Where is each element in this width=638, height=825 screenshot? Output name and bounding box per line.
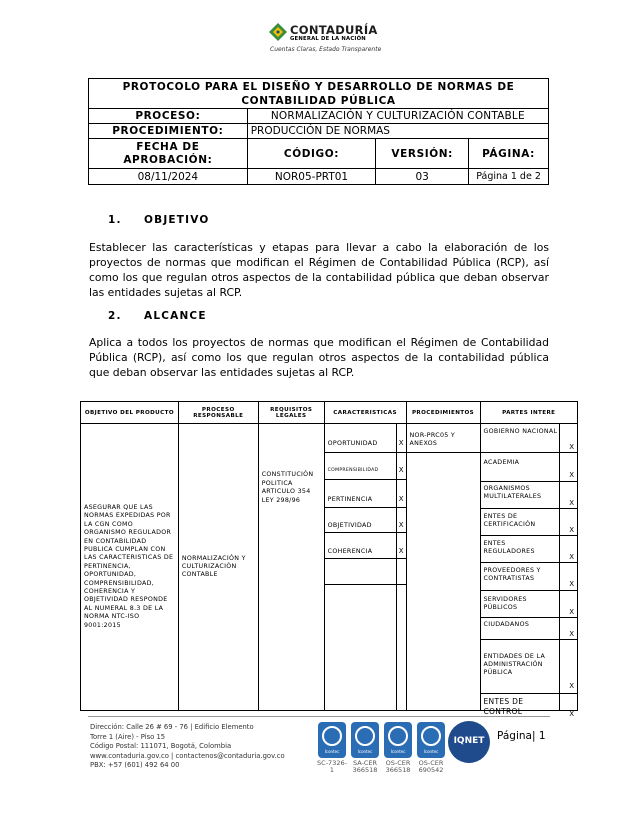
address-line: www.contaduria.gov.co | contactenos@contaduria.gov.co	[90, 751, 285, 760]
codigo-value: NOR05-PRT01	[247, 169, 376, 185]
parte-item: ORGANISMOS MULTILATERALES	[483, 485, 542, 500]
procedimiento-value: PRODUCCIÓN DE NORMAS	[247, 124, 548, 139]
address-line: Código Postal: 111071, Bogotá, Colombia	[90, 742, 232, 751]
check-mark: X	[569, 608, 574, 616]
page-number: Página| 1	[497, 730, 546, 742]
col-header-requisitos: REQUISITOS LEGALES	[258, 402, 324, 424]
codigo-label: CÓDIGO:	[247, 139, 376, 169]
pagina-label: PÁGINA:	[469, 139, 549, 169]
check-mark: X	[569, 682, 574, 690]
section-alcance-text: Aplica a todos los proyectos de normas que modifican el Régimen de Contabilidad Pública (RCP), así como los que regulan otros aspectos de la contabilidad pública que deban observar las entidades sujetas al RCP.	[89, 336, 549, 379]
footer-divider	[88, 716, 550, 717]
caracteristica-item: PERTINENCIA	[327, 496, 373, 503]
caracteristica-item: COHERENCIA	[327, 548, 373, 555]
version-value: 03	[376, 169, 469, 185]
section-number: 1.	[108, 214, 122, 226]
parte-item: ENTES DE CERTIFICACIÓN	[483, 513, 536, 528]
parte-item: ENTES REGULADORES	[483, 540, 535, 555]
section-objetivo-heading	[108, 214, 210, 226]
procedimientos-cell	[406, 424, 480, 711]
cert-code: OS-CER 366518	[385, 759, 411, 774]
footer-address	[90, 723, 285, 771]
parte-item: ENTES DE CONTROL	[483, 697, 524, 716]
parte-item: SERVIDORES PÚBLICOS	[483, 596, 527, 611]
check-mark: X	[398, 547, 404, 555]
section-objetivo-text: Establecer las características y etapas para llevar a cabo la elaboración de los proyectos de normas que modifican el Régimen de Contabilidad Pública (RCP), así como los que regulan otros aspectos de la contabilidad pública que deban observar las entidades sujetas al RCP.	[89, 241, 549, 299]
section-title: ALCANCE	[144, 310, 207, 322]
pagina-value: Página 1 de 2	[469, 169, 549, 185]
document-title: PROTOCOLO PARA EL DISEÑO Y DESARROLLO DE NORMAS DE CONTABILIDAD PÚBLICA	[89, 79, 549, 109]
caracteristica-item: OBJETIVIDAD	[327, 522, 372, 529]
contaduria-logo	[268, 22, 382, 56]
check-mark: X	[569, 553, 574, 561]
parte-item: CIUDADANOS	[483, 621, 530, 628]
logo-name: CONTADURÍA	[290, 23, 378, 37]
col-header-objetivo: OBJETIVO DEL PRODUCTO	[81, 402, 179, 424]
icontec-badge-icon: Icontec	[318, 722, 346, 758]
check-mark: X	[569, 526, 574, 534]
section-alcance-heading	[108, 310, 207, 322]
icontec-badge-icon: Icontec	[417, 722, 445, 758]
col-header-proceso: PROCESO RESPONSABLE	[178, 402, 258, 424]
address-line: PBX: +57 (601) 492 64 00	[90, 761, 180, 770]
check-mark: X	[569, 443, 574, 451]
logo-emblem-icon	[268, 22, 288, 44]
proceso-value: NORMALIZACIÓN Y CULTURIZACIÓN CONTABLE	[247, 109, 548, 124]
parte-item: ENTIDADES DE LA ADMINISTRACIÓN PÚBLICA	[483, 653, 546, 676]
col-header-partes: PARTES INTERE	[480, 402, 578, 424]
caracteristica-item: COMPRENSIBILIDAD	[327, 468, 379, 473]
cert-code: SA-CER 366518	[352, 759, 378, 774]
icontec-badge-icon: Icontec	[351, 722, 379, 758]
section-number: 2.	[108, 310, 122, 322]
section-title: OBJETIVO	[144, 214, 210, 226]
iqnet-logo-icon	[448, 721, 490, 763]
product-matrix-table	[80, 401, 578, 718]
proceso-label: PROCESO:	[89, 109, 248, 124]
col-header-procedimientos: PROCEDIMIENTOS	[406, 402, 480, 424]
parte-item: ACADEMIA	[483, 459, 520, 466]
version-label: VERSIÓN:	[376, 139, 469, 169]
check-mark: X	[569, 580, 574, 588]
check-mark: X	[569, 471, 574, 479]
check-mark: X	[569, 630, 574, 638]
procedimiento-label: PROCEDIMIENTO:	[89, 124, 248, 139]
cert-code: SC-7326-1	[317, 759, 347, 774]
proceso-cell: NORMALIZACIÓN Y CULTURIZACIÓN CONTABLE	[178, 424, 258, 711]
caracteristica-item: OPORTUNIDAD	[327, 440, 378, 447]
partes-cell	[480, 424, 578, 718]
check-mark: X	[569, 710, 574, 718]
objetivo-cell: ASEGURAR QUE LAS NORMAS EXPEDIDAS POR LA CGN COMO ORGANISMO REGULADOR EN CONTABILIDAD PUBLICA CUMPLAN CON LAS CARACTERISTICAS DE PERTINENCIA, OPORTUNIDAD, COMPRENSIBILIDAD, COHERENCIA Y OBJETIVIDAD RESPONDE AL NUMERAL 8.3 DE LA NORMA NTC-ISO 9001:2015	[81, 424, 179, 711]
logo-subtitle: GENERAL DE LA NACIÓN	[290, 36, 366, 42]
cert-code: OS-CER 690542	[418, 759, 444, 774]
document-header-table	[88, 78, 549, 185]
icontec-badge-icon: Icontec	[384, 722, 412, 758]
check-mark: X	[398, 521, 404, 529]
parte-item: GOBIERNO NACIONAL	[483, 428, 558, 435]
procedimientos-value: NOR-PRC05 Y ANEXOS	[409, 432, 456, 447]
address-line: Dirección: Calle 26 # 69 - 76 | Edificio Elemento	[90, 723, 254, 731]
requisitos-cell: CONSTITUCIÓN POLITICA ARTICULO 354 LEY 298/96	[258, 424, 324, 711]
caracteristicas-cell	[324, 424, 406, 711]
iqnet-label: IQNET	[453, 736, 485, 746]
check-mark: X	[569, 499, 574, 507]
check-mark: X	[398, 466, 404, 474]
col-header-caracteristicas: CARACTERISTICAS	[324, 402, 406, 424]
parte-item: PROVEEDORES Y CONTRATISTAS	[483, 567, 541, 582]
check-mark: X	[398, 439, 404, 447]
check-mark: X	[398, 495, 404, 503]
fecha-value: 08/11/2024	[89, 169, 248, 185]
logo-tagline: Cuentas Claras, Estado Transparente	[270, 46, 382, 53]
address-line: Torre 1 (Aire) - Piso 15	[90, 732, 166, 741]
fecha-label: FECHA DE APROBACIÓN:	[89, 139, 248, 169]
